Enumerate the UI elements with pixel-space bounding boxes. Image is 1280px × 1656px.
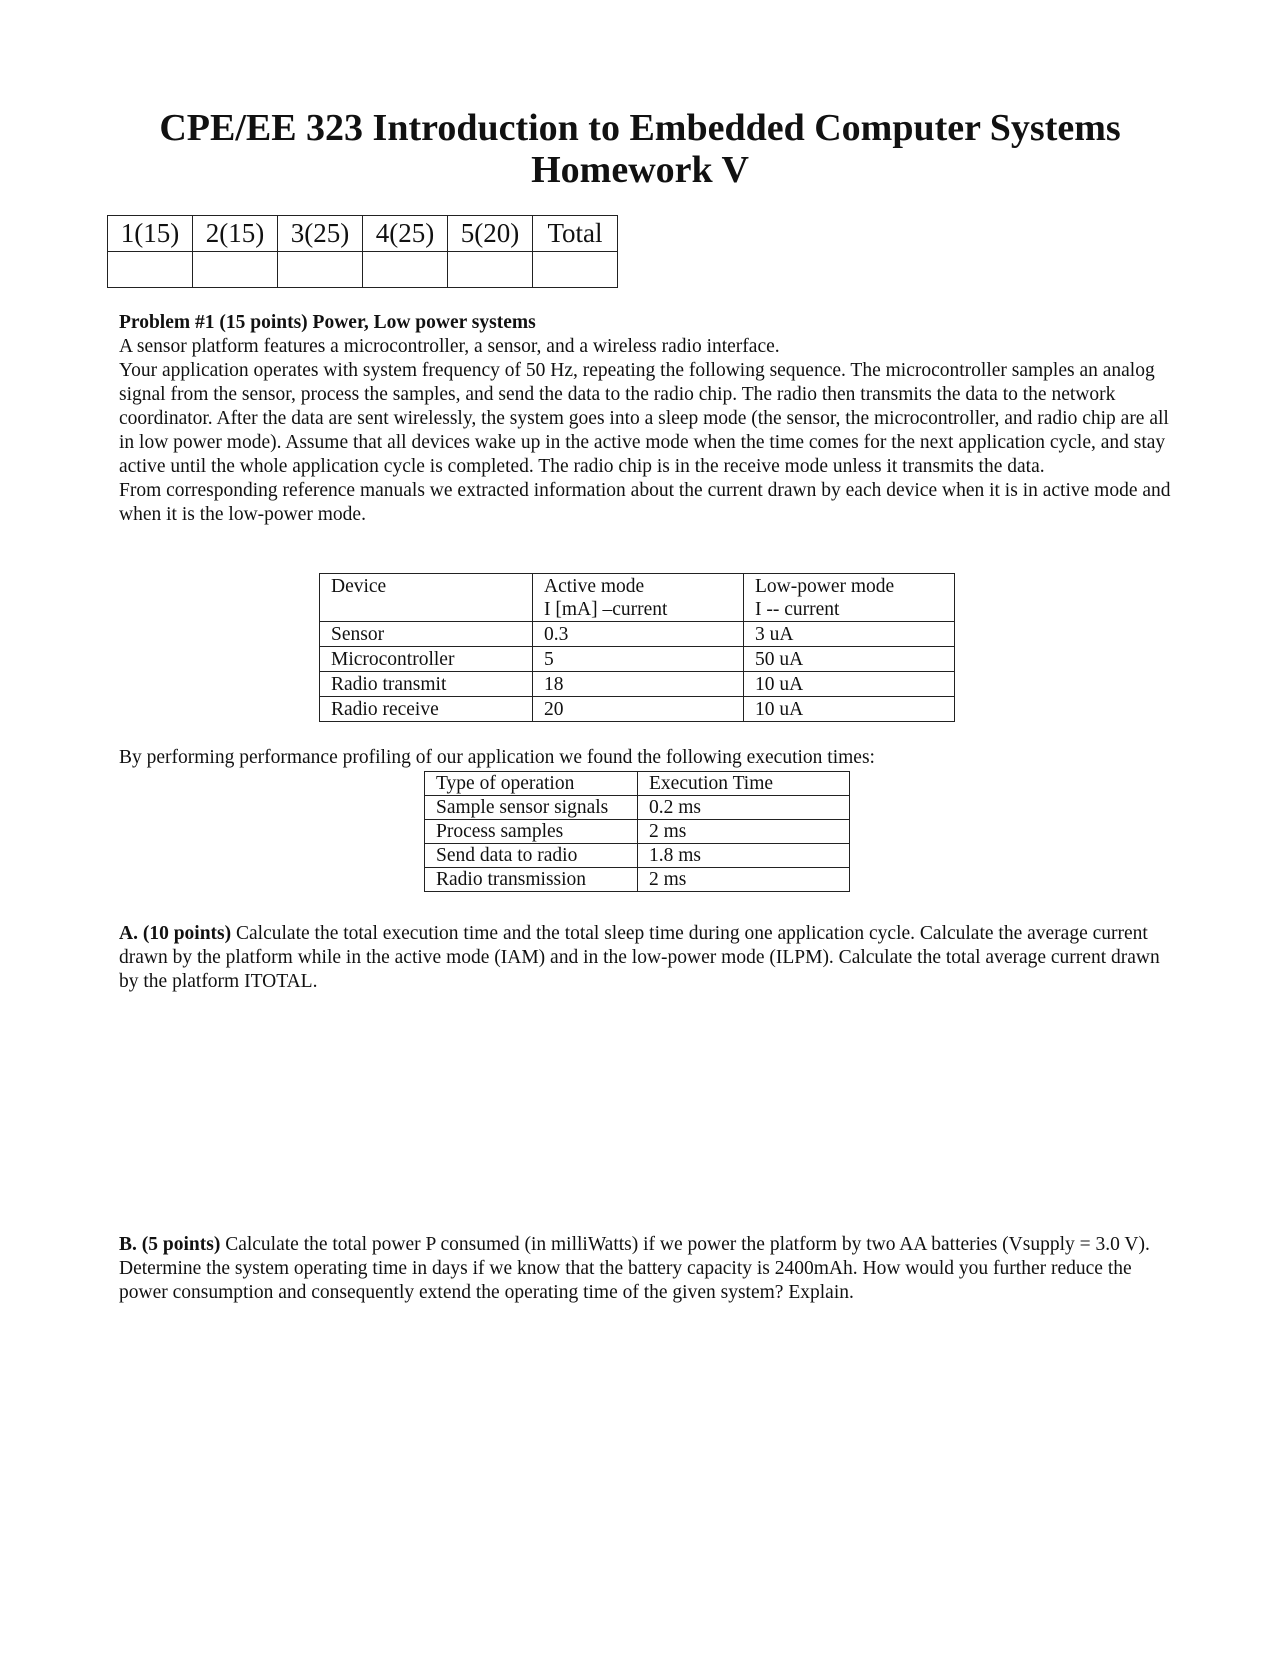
operation-type: Send data to radio <box>425 844 638 868</box>
part-b-question <box>119 1233 1179 1305</box>
profiling-intro: By performing performance profiling of our application we found the following execution times: <box>119 747 875 768</box>
execution-time-table <box>424 771 850 892</box>
device-name: Radio transmit <box>320 672 533 697</box>
lowpower-mode-header <box>744 574 955 622</box>
lowpower-mode-header-line1: Low-power mode <box>755 576 895 597</box>
device-table-header <box>320 574 955 622</box>
device-current-table <box>319 573 955 722</box>
operation-type: Sample sensor signals <box>425 796 638 820</box>
table-row <box>425 796 850 820</box>
part-a-question <box>119 922 1179 994</box>
table-row <box>425 868 850 892</box>
execution-time: 2 ms <box>638 820 850 844</box>
score-value-row <box>108 252 618 288</box>
part-a-text: Calculate the total execution time and the total sleep time during one application cycle. Calculate the average current drawn by the platform while in the active mode (IAM) and in the low-power mode (ILPM). Calculate the total average current drawn by the platform ITOTAL. <box>119 923 1160 992</box>
active-mode-header-line1: Active mode <box>544 576 645 597</box>
execution-time: 1.8 ms <box>638 844 850 868</box>
score-table <box>107 215 618 288</box>
table-row <box>320 622 955 647</box>
operation-type: Radio transmission <box>425 868 638 892</box>
table-row <box>320 647 955 672</box>
problem-paragraph: A sensor platform features a microcontroller, a sensor, and a wireless radio interface. <box>119 336 780 357</box>
problem-paragraph: Your application operates with system frequency of 50 Hz, repeating the following sequence. The microcontroller samples an analog signal from the sensor, process the samples, and send the data to the radio chip. The radio then transmits the data to the network coordinator. After the data are sent wirelessly, the system goes into a sleep mode (the sensor, the microcontroller, and radio chip are all in low power mode). Assume that all devices wake up in the active mode when the time comes for the next application cycle, and stay active until the whole application cycle is completed. The radio chip is in the receive mode unless it transmits the data. <box>119 360 1169 477</box>
page-subtitle: Homework V <box>531 149 749 191</box>
table-row <box>320 697 955 722</box>
score-header-3: 3(25) <box>278 216 363 252</box>
score-header-total: Total <box>533 216 618 252</box>
table-row <box>425 820 850 844</box>
active-current: 18 <box>533 672 744 697</box>
lowpower-current: 3 uA <box>744 622 955 647</box>
page-title: CPE/EE 323 Introduction to Embedded Computer Systems <box>159 107 1121 149</box>
device-name: Radio receive <box>320 697 533 722</box>
active-mode-header <box>533 574 744 622</box>
score-cell-1 <box>108 252 193 288</box>
problem-paragraph: From corresponding reference manuals we extracted information about the current drawn by each device when it is in active mode and when it is the low-power mode. <box>119 480 1171 525</box>
operation-type: Process samples <box>425 820 638 844</box>
problem-body <box>119 335 1179 527</box>
execution-time: 2 ms <box>638 868 850 892</box>
score-header-4: 4(25) <box>363 216 448 252</box>
device-name: Microcontroller <box>320 647 533 672</box>
score-cell-4 <box>363 252 448 288</box>
execution-time-header: Execution Time <box>638 772 850 796</box>
problem-heading: Problem #1 (15 points) Power, Low power systems <box>119 312 536 333</box>
exec-table-header <box>425 772 850 796</box>
lowpower-current: 50 uA <box>744 647 955 672</box>
score-header-1: 1(15) <box>108 216 193 252</box>
active-current: 0.3 <box>533 622 744 647</box>
part-b-text: Calculate the total power P consumed (in milliWatts) if we power the platform by two AA batteries (Vsupply = 3.0 V). Determine the system operating time in days if we know that the battery capacity is 2400mAh. How would you further reduce the power consumption and consequently extend the operating time of the given system? Explain. <box>119 1234 1150 1303</box>
score-cell-3 <box>278 252 363 288</box>
operation-type-header: Type of operation <box>425 772 638 796</box>
score-header-2: 2(15) <box>193 216 278 252</box>
score-cell-2 <box>193 252 278 288</box>
score-header-5: 5(20) <box>448 216 533 252</box>
lowpower-mode-header-line2: I -- current <box>755 599 840 620</box>
active-current: 20 <box>533 697 744 722</box>
lowpower-current: 10 uA <box>744 672 955 697</box>
score-header-row <box>108 216 618 252</box>
table-row <box>320 672 955 697</box>
active-current: 5 <box>533 647 744 672</box>
score-cell-total <box>533 252 618 288</box>
lowpower-current: 10 uA <box>744 697 955 722</box>
table-row <box>425 844 850 868</box>
device-name: Sensor <box>320 622 533 647</box>
execution-time: 0.2 ms <box>638 796 850 820</box>
part-a-label: A. (10 points) <box>119 923 232 944</box>
active-mode-header-line2: I [mA] –current <box>544 599 668 620</box>
part-b-label: B. (5 points) <box>119 1234 221 1255</box>
score-cell-5 <box>448 252 533 288</box>
device-header: Device <box>320 574 533 622</box>
